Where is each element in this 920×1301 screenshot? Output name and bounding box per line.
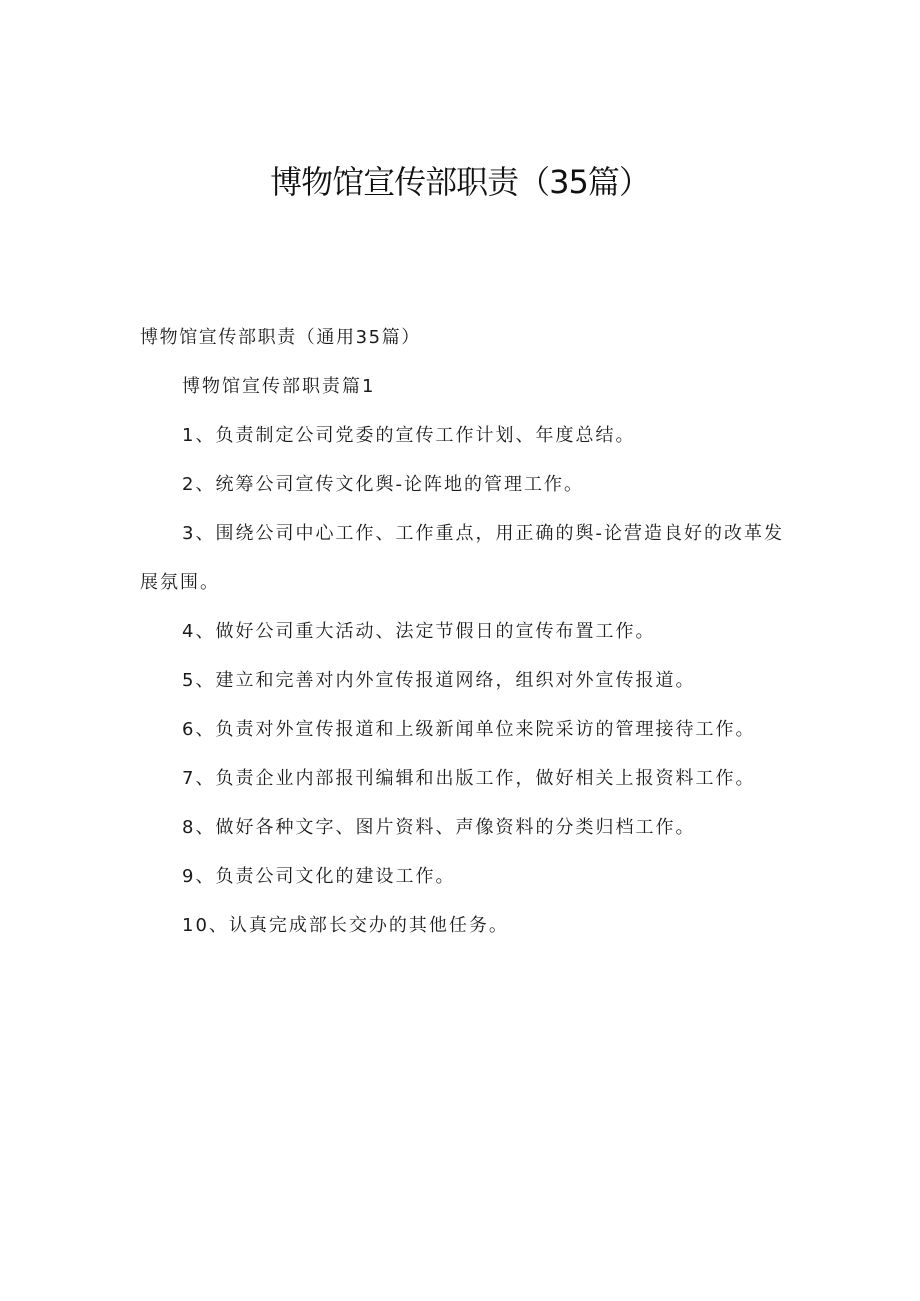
duty-item-10: 10、认真完成部长交办的其他任务。: [182, 915, 509, 936]
duty-item-3: 3、围绕公司中心工作、工作重点，用正确的舆-论营造良好的改革发展氛围。: [140, 523, 784, 593]
document-body: [140, 313, 800, 950]
duty-item-5: 5、建立和完善对内外宣传报道网络，组织对外宣传报道。: [182, 670, 696, 691]
duty-item-7: 7、负责企业内部报刊编辑和出版工作，做好相关上报资料工作。: [182, 768, 756, 789]
duty-item-9: 9、负责公司文化的建设工作。: [182, 866, 456, 887]
duty-item-8: 8、做好各种文字、图片资料、声像资料的分类归档工作。: [182, 817, 696, 838]
document-title: 博物馆宣传部职责（35篇）: [270, 163, 650, 201]
duty-item-6: 6、负责对外宣传报道和上级新闻单位来院采访的管理接待工作。: [182, 719, 756, 740]
duty-item-4: 4、做好公司重大活动、法定节假日的宣传布置工作。: [182, 621, 656, 642]
duty-item-1: 1、负责制定公司党委的宣传工作计划、年度总结。: [182, 425, 636, 446]
section-heading: 博物馆宣传部职责篇1: [182, 376, 376, 397]
duty-item-2: 2、统筹公司宣传文化舆-论阵地的管理工作。: [182, 474, 584, 495]
document-subtitle: 博物馆宣传部职责（通用35篇）: [140, 327, 421, 348]
